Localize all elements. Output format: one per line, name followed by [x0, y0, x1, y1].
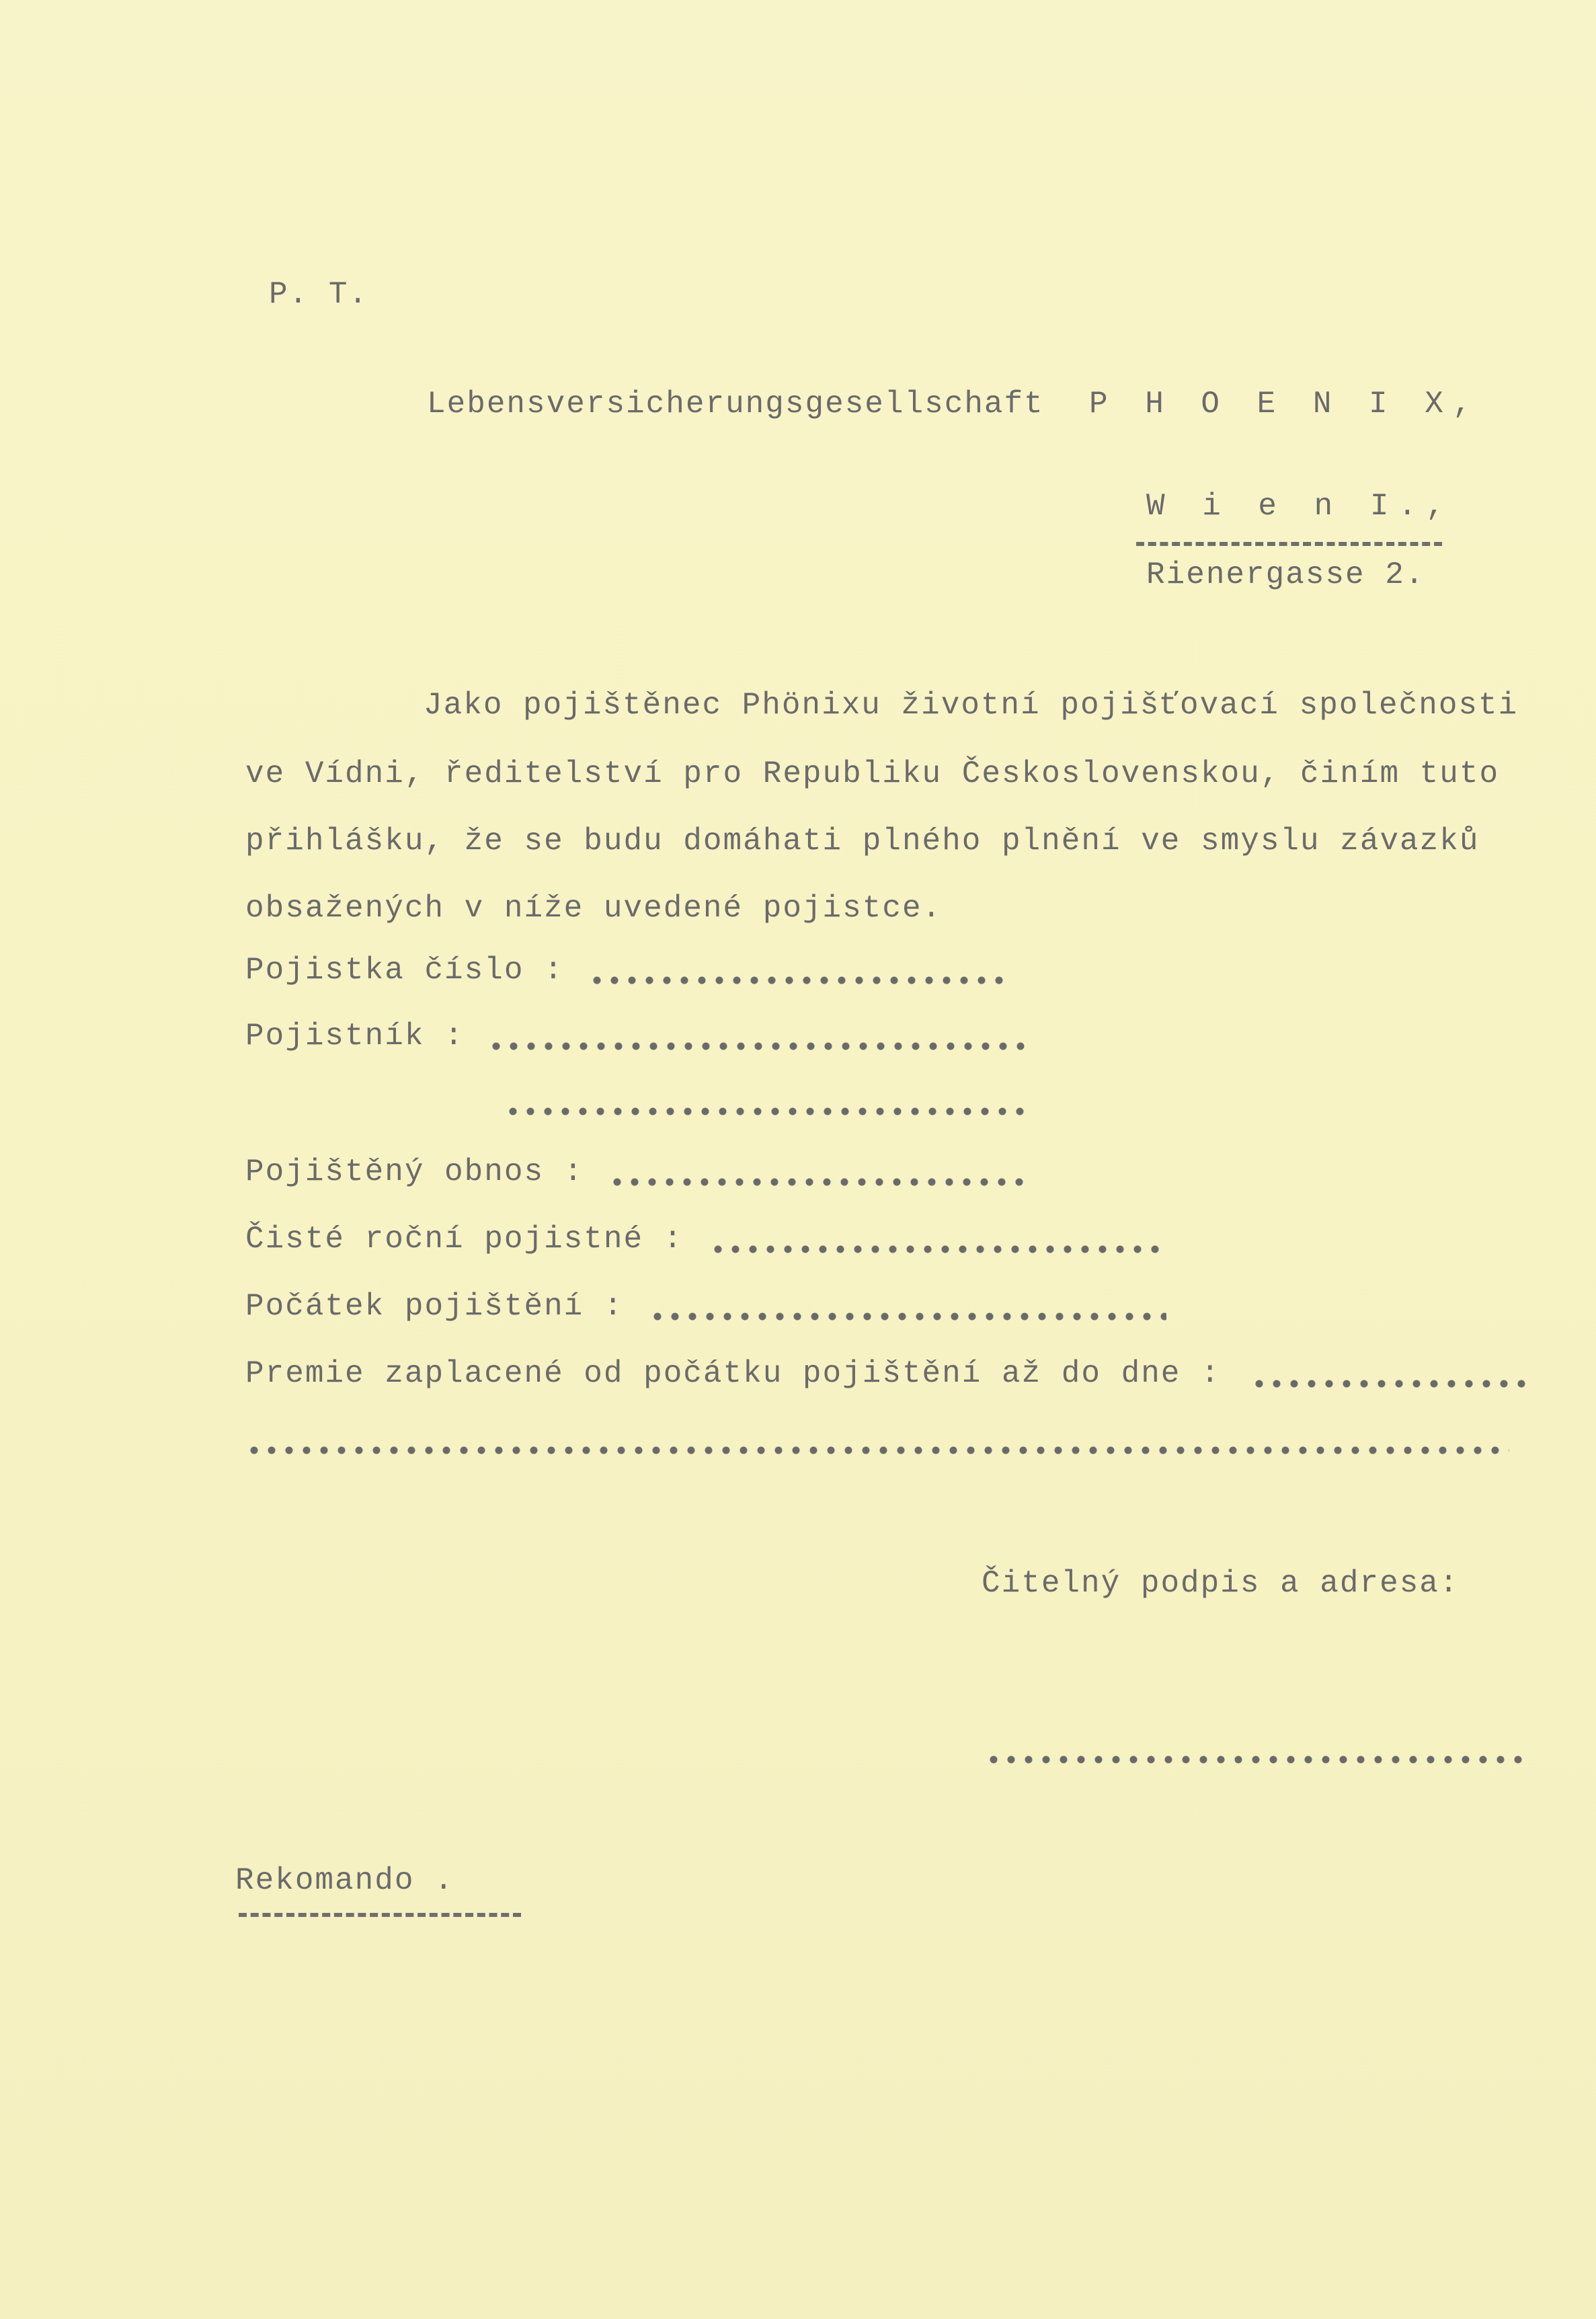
signature-dotted-line	[985, 1755, 1523, 1764]
insured-sum-dotted-line	[608, 1177, 1025, 1187]
premiums-paid-label: Premie zaplacené od počátku pojištění až do dne :	[245, 1356, 1221, 1391]
body-line-1: Jako pojištěnec Phönixu životní pojišťovací společnosti	[424, 688, 1519, 723]
city: W i e n I.,	[1146, 489, 1454, 524]
policy-number-dotted-line	[588, 976, 1005, 985]
registered-mail-underline	[239, 1913, 521, 1917]
policyholder-dotted-line-1	[487, 1041, 1025, 1051]
net-premium-label: Čisté roční pojistné :	[245, 1222, 684, 1257]
city-underline	[1136, 542, 1442, 546]
street: Rienergasse 2.	[1146, 557, 1425, 592]
insured-sum-label: Pojištěný obnos :	[245, 1154, 584, 1189]
insurance-start-dotted-line	[649, 1312, 1166, 1321]
policyholder-label: Pojistník :	[245, 1019, 465, 1054]
body-line-3: přihlášku, že se budu domáhati plného plnění ve smyslu závazků	[245, 824, 1480, 859]
salutation: P. T.	[269, 277, 369, 312]
policy-number-label: Pojistka číslo :	[245, 953, 564, 988]
company-prefix: Lebensversicherungsgesellschaft	[427, 387, 1044, 422]
premiums-paid-dotted-line-2	[245, 1446, 1509, 1455]
company-name: P H O E N I X,	[1089, 387, 1481, 422]
body-line-2: ve Vídni, ředitelství pro Republiku Československou, činím tuto	[245, 756, 1500, 791]
registered-mail-note: Rekomando .	[235, 1863, 454, 1898]
signature-label: Čitelný podpis a adresa:	[982, 1566, 1460, 1601]
net-premium-dotted-line	[709, 1245, 1166, 1254]
insurance-start-label: Počátek pojištění :	[245, 1289, 624, 1324]
premiums-paid-dotted-line-1	[1250, 1379, 1526, 1388]
policyholder-dotted-line-2	[504, 1107, 1029, 1116]
body-line-4: obsažených v níže uvedené pojistce.	[245, 891, 943, 926]
